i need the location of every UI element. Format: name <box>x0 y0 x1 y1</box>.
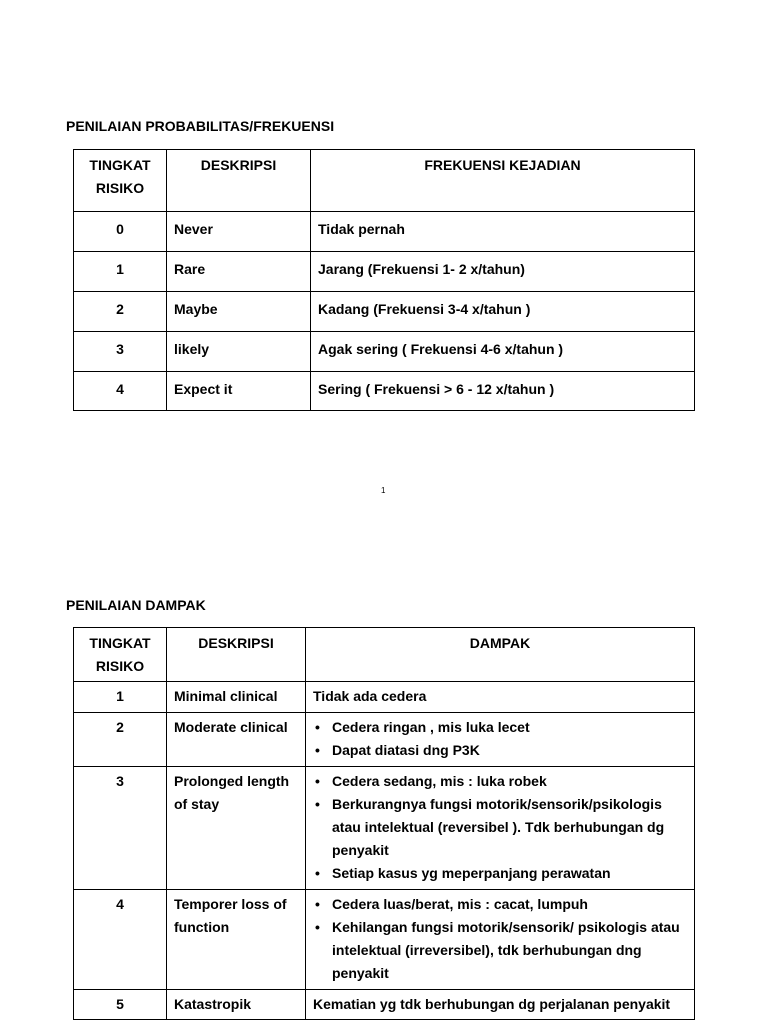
section1-heading: PENILAIAN PROBABILITAS/FREKUENSI <box>66 118 335 134</box>
risk-level-cell: 4 <box>74 890 167 990</box>
impact-cell <box>306 767 695 890</box>
description-cell: Rare <box>167 252 311 292</box>
impact-list-item: • Cedera sedang, mis : luka robek <box>313 770 694 793</box>
page-number: 1 <box>381 486 386 495</box>
description-cell: Moderate clinical <box>167 713 306 767</box>
description-cell: Never <box>167 212 311 252</box>
description-cell: likely <box>167 332 311 372</box>
section2-heading: PENILAIAN DAMPAK <box>66 597 206 613</box>
table-row <box>74 990 695 1020</box>
table-row <box>74 713 695 767</box>
risk-level-cell: 5 <box>74 990 167 1020</box>
column-header-impact: DAMPAK <box>306 628 695 682</box>
description-cell: Minimal clinical <box>167 682 306 713</box>
risk-level-cell: 2 <box>74 713 167 767</box>
impact-list-item: • Cedera ringan , mis luka lecet <box>313 716 694 739</box>
impact-list-item: • Cedera luas/berat, mis : cacat, lumpuh <box>313 893 694 916</box>
description-cell: Prolonged length of stay <box>167 767 306 890</box>
table-row <box>74 682 695 713</box>
description-cell: Temporer loss of function <box>167 890 306 990</box>
description-cell: Expect it <box>167 372 311 411</box>
impact-cell <box>306 713 695 767</box>
impact-list <box>313 770 694 885</box>
frequency-table-header <box>74 150 695 212</box>
impact-list-item: • Berkurangnya fungsi motorik/sensorik/psikologis atau intelektual (reversibel ). Tdk berhubungan dg penyakit <box>313 793 694 862</box>
column-header-level: TINGKAT RISIKO <box>74 628 167 682</box>
frequency-cell: Jarang (Frekuensi 1- 2 x/tahun) <box>311 252 695 292</box>
column-header-description: DESKRIPSI <box>167 628 306 682</box>
table-row <box>74 890 695 990</box>
risk-level-cell: 3 <box>74 767 167 890</box>
table-row <box>74 332 695 372</box>
frequency-cell: Agak sering ( Frekuensi 4-6 x/tahun ) <box>311 332 695 372</box>
impact-cell: Kematian yg tdk berhubungan dg perjalanan penyakit <box>306 990 695 1020</box>
column-header-description: DESKRIPSI <box>167 150 311 212</box>
impact-list-item: • Dapat diatasi dng P3K <box>313 739 694 762</box>
impact-list <box>313 716 694 762</box>
risk-level-cell: 2 <box>74 292 167 332</box>
frequency-cell: Sering ( Frekuensi > 6 - 12 x/tahun ) <box>311 372 695 411</box>
risk-level-cell: 1 <box>74 252 167 292</box>
table-row <box>74 767 695 890</box>
frequency-cell: Tidak pernah <box>311 212 695 252</box>
risk-level-cell: 3 <box>74 332 167 372</box>
risk-level-cell: 4 <box>74 372 167 411</box>
frequency-cell: Kadang (Frekuensi 3-4 x/tahun ) <box>311 292 695 332</box>
impact-cell: Tidak ada cedera <box>306 682 695 713</box>
impact-list-item: • Setiap kasus yg meperpanjang perawatan <box>313 862 694 885</box>
frequency-table <box>73 149 695 411</box>
risk-level-cell: 0 <box>74 212 167 252</box>
table-row <box>74 372 695 411</box>
impact-table <box>73 627 695 1020</box>
description-cell: Maybe <box>167 292 311 332</box>
table-row <box>74 292 695 332</box>
risk-level-cell: 1 <box>74 682 167 713</box>
table-row <box>74 252 695 292</box>
column-header-frequency: FREKUENSI KEJADIAN <box>311 150 695 212</box>
table-row <box>74 212 695 252</box>
description-cell: Katastropik <box>167 990 306 1020</box>
impact-list <box>313 893 694 985</box>
impact-table-header <box>74 628 695 682</box>
column-header-level: TINGKAT RISIKO <box>74 150 167 212</box>
impact-list-item: • Kehilangan fungsi motorik/sensorik/ psikologis atau intelektual (irreversibel), tdk berhubungan dng penyakit <box>313 916 694 985</box>
impact-cell <box>306 890 695 990</box>
